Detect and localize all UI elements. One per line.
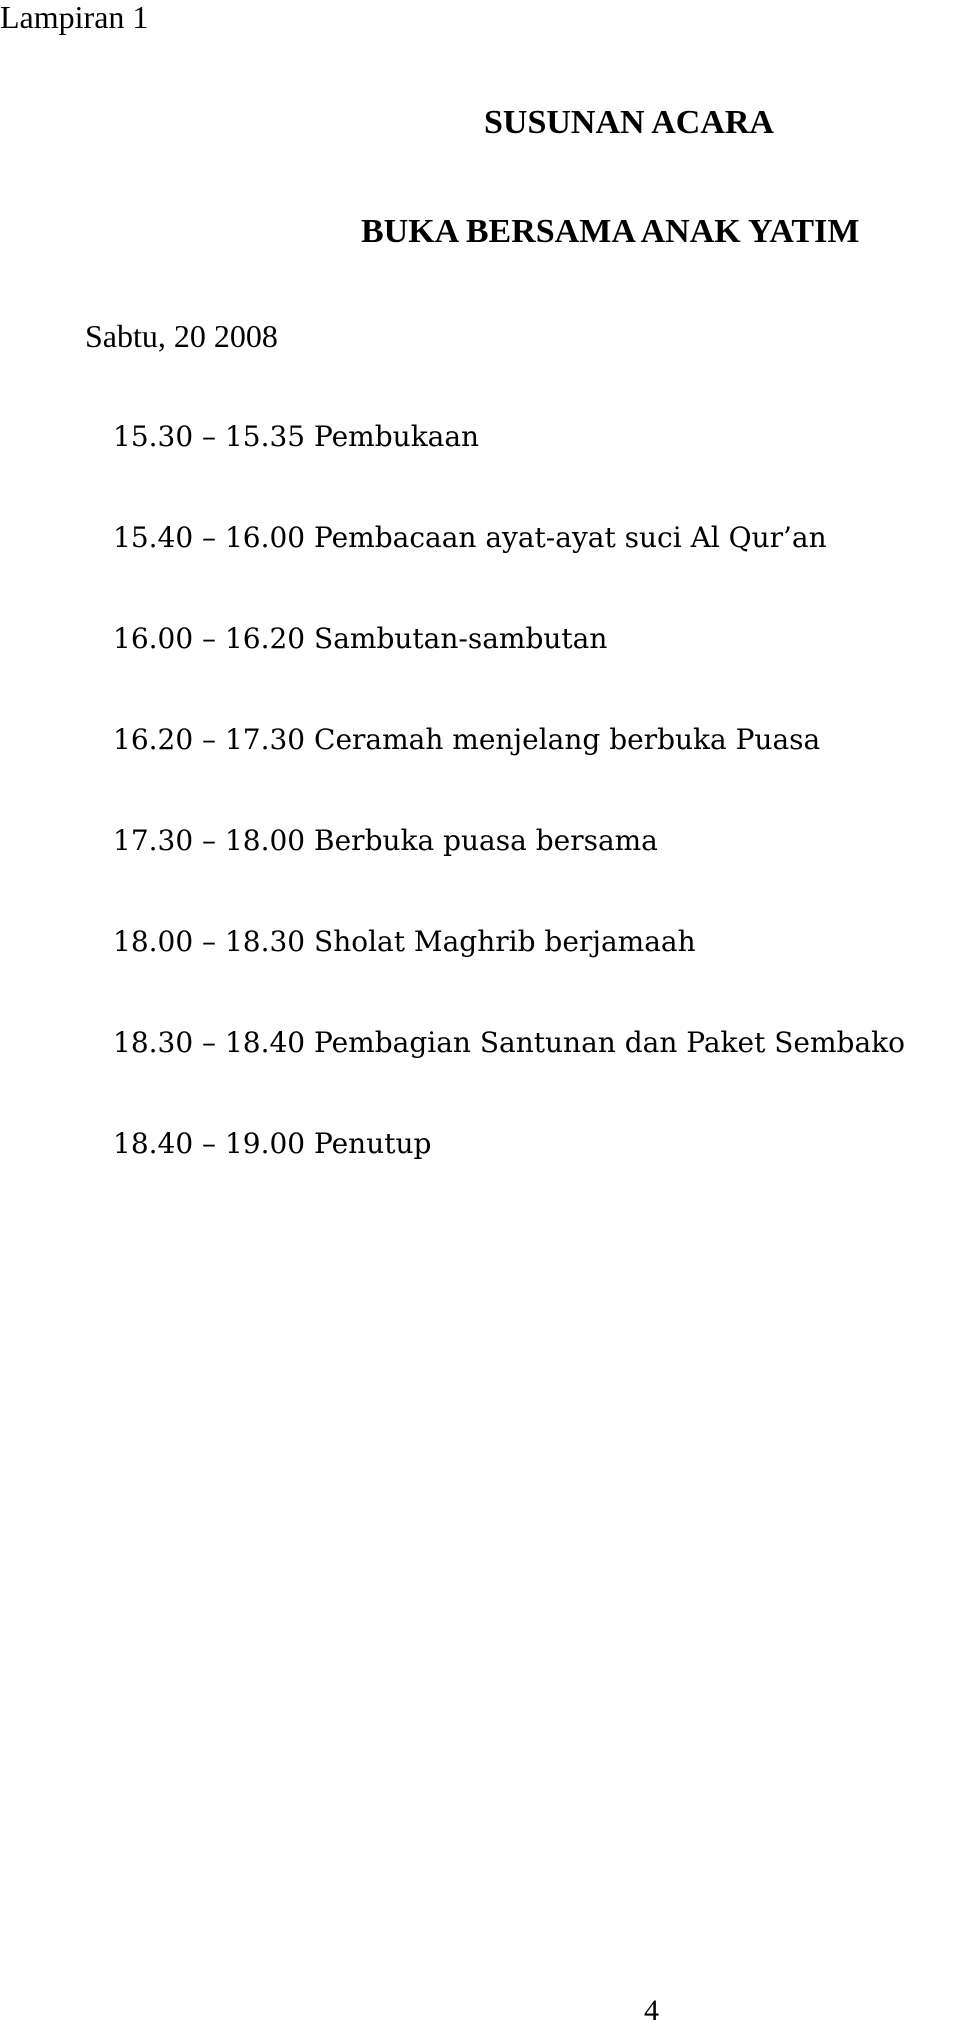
schedule-activity: Pembukaan <box>314 420 480 453</box>
document-subtitle: BUKA BERSAMA ANAK YATIM <box>361 213 860 250</box>
schedule-time: 18.40 – 19.00 <box>113 1127 306 1160</box>
schedule-time: 18.00 – 18.30 <box>113 925 306 958</box>
schedule-time: 16.00 – 16.20 <box>113 622 306 655</box>
schedule-item <box>113 520 905 621</box>
event-date: Sabtu, 20 2008 <box>85 318 278 354</box>
schedule-time: 18.30 – 18.40 <box>113 1026 306 1059</box>
document-title: SUSUNAN ACARA <box>484 104 774 141</box>
schedule-activity: Sholat Maghrib berjamaah <box>314 925 696 958</box>
schedule-activity: Pembagian Santunan dan Paket Sembako <box>314 1026 905 1059</box>
schedule-item <box>113 419 905 520</box>
schedule-time: 17.30 – 18.00 <box>113 824 306 857</box>
attachment-label: Lampiran 1 <box>0 0 149 35</box>
schedule-list <box>113 419 905 1227</box>
schedule-item <box>113 621 905 722</box>
schedule-time: 16.20 – 17.30 <box>113 723 306 756</box>
page-number: 4 <box>644 1994 659 2027</box>
schedule-item <box>113 1025 905 1126</box>
schedule-item <box>113 722 905 823</box>
schedule-activity: Sambutan-sambutan <box>314 622 608 655</box>
schedule-item <box>113 823 905 924</box>
schedule-time: 15.40 – 16.00 <box>113 521 306 554</box>
schedule-activity: Ceramah menjelang berbuka Puasa <box>314 723 821 756</box>
schedule-activity: Penutup <box>314 1127 432 1160</box>
schedule-activity: Berbuka puasa bersama <box>314 824 658 857</box>
schedule-activity: Pembacaan ayat-ayat suci Al Qur’an <box>314 521 827 554</box>
schedule-time: 15.30 – 15.35 <box>113 420 306 453</box>
schedule-item <box>113 924 905 1025</box>
schedule-item <box>113 1126 905 1227</box>
